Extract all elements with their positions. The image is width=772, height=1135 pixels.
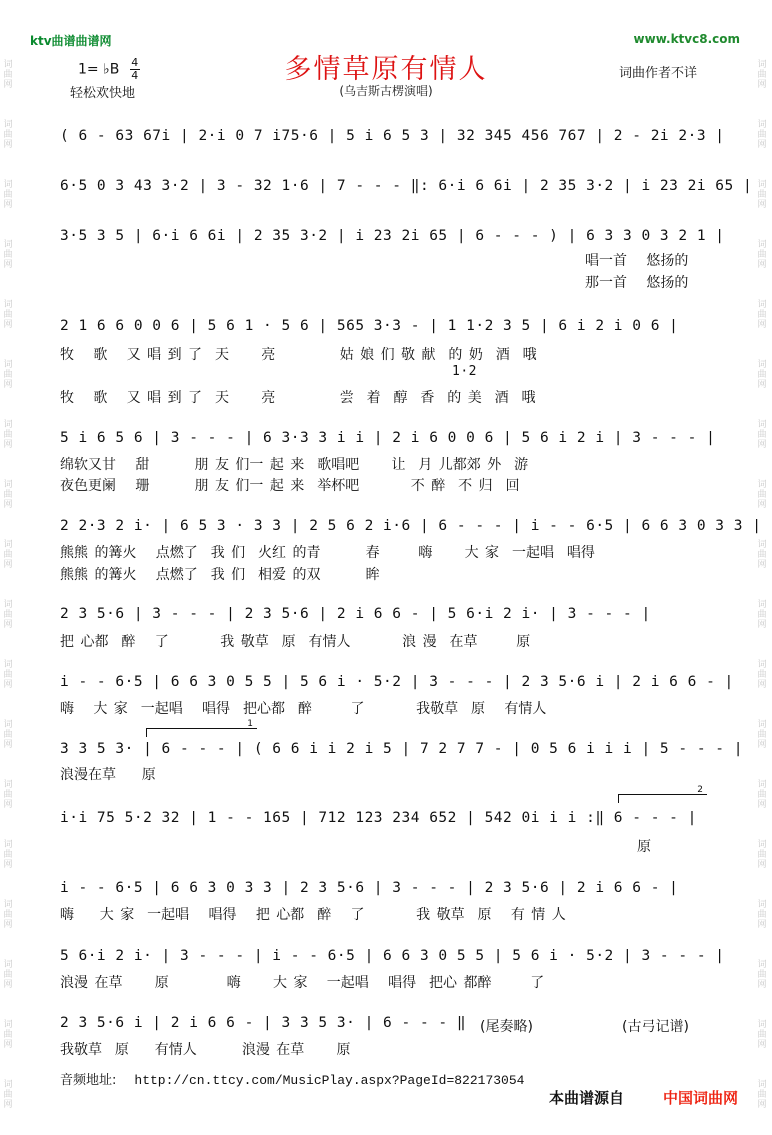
lyrics-line-4b: 牧 歌 又 唱 到 了 天 亮 尝 着 醇 香 的 美 酒 哦 [60, 390, 536, 406]
singer-credit: (乌吉斯古楞演唱) [339, 84, 433, 98]
watermark-text: 词曲网 [757, 180, 767, 210]
lyrics-line-6b: 熊熊 的篝火 点燃了 我 们 相爱 的双 眸 [60, 567, 380, 583]
watermark-text: 词曲网 [757, 900, 767, 930]
score-line-9: 3 3 5 3· | 6 - - - | ( 6 6 i i 2 i 5 | 7 2 7 7 - | 0 5 6 i i i | 5 - - - | [60, 741, 744, 757]
watermark-text: 词曲网 [757, 360, 767, 390]
watermark-text: 词曲网 [757, 1020, 767, 1050]
score-line-11: i - - 6·5 | 6 6 3 0 3 3 | 2 3 5·6 | 3 - - - | 2 3 5·6 | 2 i 6 6 - | [60, 880, 679, 896]
key-signature [78, 58, 140, 81]
score-line-7: 2 3 5·6 | 3 - - - | 2 3 5·6 | 2 i 6 6 - | 5 6·i 2 i· | 3 - - - | [60, 606, 651, 622]
score-line-3: 3·5 3 5 | 6·i 6 6i | 2 35 3·2 | i 23 2i 65 | 6 - - - ) | 6 3 3 0 3 2 1 | [60, 228, 725, 244]
composer-credit: 词曲作者不详 [618, 66, 697, 81]
lyrics-line-10: 原 [637, 839, 651, 855]
site-url-right[interactable]: www.ktvc8.com [633, 32, 740, 46]
lyrics-line-7: 把 心都 醉 了 我 敬草 原 有情人 浪 漫 在草 原 [60, 634, 531, 650]
time-bottom: 4 [131, 69, 139, 82]
watermark-text: 词曲网 [3, 840, 13, 870]
score-line-10: i·i 75 5·2 32 | 1 - - 165 | 712 123 234 652 | 542 0i i i :‖ 6 - - - | [60, 810, 697, 826]
site-name-left[interactable]: ktv曲谱曲谱网 [30, 34, 112, 48]
volta-bracket-2 [618, 785, 707, 803]
watermark-text: 词曲网 [3, 540, 13, 570]
watermark-text: 词曲网 [3, 180, 13, 210]
watermark-text: 词曲网 [3, 420, 13, 450]
score-line-1: ( 6 - 63 67i | 2·i 0 7 i75·6 | 5 i 6 5 3 | 32 345 456 767 | 2 - 2i 2·3 | [60, 128, 725, 144]
watermark-text: 词曲网 [757, 540, 767, 570]
tail-note: (尾奏略) [480, 1019, 533, 1035]
watermark-text: 词曲网 [757, 1080, 767, 1110]
lyrics-line-3b: 那一首 悠扬的 [585, 275, 689, 291]
audio-url-link[interactable]: http://cn.ttcy.com/MusicPlay.aspx?PageId=822173054 [134, 1073, 525, 1088]
lyrics-line-5a: 绵软又甘 甜 朋 友 们一 起 来 歌唱吧 让 月 儿都郊 外 游 [60, 457, 529, 473]
lyrics-line-8: 嗨 大 家 一起唱 唱得 把心都 醉 了 我敬草 原 有情人 [60, 701, 547, 717]
tempo-marking: 轻松欢快地 [70, 86, 136, 101]
watermark-text: 词曲网 [3, 780, 13, 810]
watermark-text: 词曲网 [757, 840, 767, 870]
time-top: 4 [131, 56, 139, 69]
lyrics-line-9: 浪漫在草 原 [60, 767, 156, 783]
lyrics-line-5b: 夜色更阑 珊 朋 友 们一 起 来 举杯吧 不 醉 不 归 回 [60, 478, 520, 494]
watermark-text: 词曲网 [3, 960, 13, 990]
volta-marker-1-2: 1·2 [452, 364, 477, 379]
watermark-text: 词曲网 [3, 600, 13, 630]
watermark-text: 词曲网 [757, 600, 767, 630]
watermark-text: 词曲网 [3, 1080, 13, 1110]
score-line-8: i - - 6·5 | 6 6 3 0 5 5 | 5 6 i · 5·2 | 3 - - - | 2 3 5·6 i | 2 i 6 6 - | [60, 674, 734, 690]
left-watermark-column [0, 0, 18, 1135]
score-line-5: 5 i 6 5 6 | 3 - - - | 6 3·3 3 i i | 2 i 6 0 0 6 | 5 6 i 2 i | 3 - - - | [60, 430, 716, 446]
lyrics-line-4a: 牧 歌 又 唱 到 了 天 亮 姑 娘 们 敬 献 的 奶 酒 哦 [60, 347, 537, 363]
lyrics-line-12: 浪漫 在草 原 嗨 大 家 一起唱 唱得 把心 都醉 了 [60, 975, 545, 991]
key-text: 1= ♭B [78, 61, 120, 78]
watermark-text: 词曲网 [3, 480, 13, 510]
watermark-text: 词曲网 [3, 120, 13, 150]
watermark-text: 词曲网 [757, 240, 767, 270]
lyrics-line-3a: 唱一首 悠扬的 [585, 253, 689, 269]
lyrics-line-11: 嗨 大 家 一起唱 唱得 把 心都 醉 了 我 敬草 原 有 情 人 [60, 907, 566, 923]
score-line-2: 6·5 0 3 43 3·2 | 3 - 32 1·6 | 7 - - - ‖: 6·i 6 6i | 2 35 3·2 | i 23 2i 65 | [60, 178, 753, 194]
audio-label: 音频地址: [60, 1073, 117, 1088]
watermark-text: 词曲网 [3, 720, 13, 750]
time-signature [130, 58, 140, 81]
watermark-text: 词曲网 [757, 960, 767, 990]
watermark-text: 词曲网 [757, 420, 767, 450]
right-watermark-column [754, 0, 772, 1135]
watermark-text: 词曲网 [3, 1020, 13, 1050]
song-title: 多情草原有情人 [284, 54, 488, 85]
watermark-text: 词曲网 [3, 900, 13, 930]
volta-2-label: 2 [697, 785, 703, 795]
score-line-12: 5 6·i 2 i· | 3 - - - | i - - 6·5 | 6 6 3 0 5 5 | 5 6 i · 5·2 | 3 - - - | [60, 948, 725, 964]
watermark-text: 词曲网 [757, 120, 767, 150]
watermark-text: 词曲网 [3, 240, 13, 270]
volta-1-label: 1 [247, 719, 253, 729]
watermark-text: 词曲网 [757, 60, 767, 90]
score-line-6: 2 2·3 2 i· | 6 5 3 · 3 3 | 2 5 6 2 i·6 | 6 - - - | i - - 6·5 | 6 6 3 0 3 3 | [60, 518, 762, 534]
score-line-4: 2 1 6 6 0 0 6 | 5 6 1 · 5 6 | 565 3·3 - | 1 1·2 3 5 | 6 i 2 i 0 6 | [60, 318, 679, 334]
score-line-13: 2 3 5·6 i | 2 i 6 6 - | 3 3 5 3· | 6 - - - ‖ [60, 1015, 467, 1031]
watermark-text: 词曲网 [3, 660, 13, 690]
brand-link[interactable]: 中国词曲网 [662, 1089, 738, 1107]
recorder-credit: (古弓记谱) [622, 1019, 689, 1035]
watermark-text: 词曲网 [757, 300, 767, 330]
watermark-text: 词曲网 [757, 780, 767, 810]
audio-address [60, 1069, 524, 1088]
watermark-text: 词曲网 [757, 660, 767, 690]
watermark-text: 词曲网 [3, 60, 13, 90]
lyrics-line-13: 我敬草 原 有情人 浪漫 在草 原 [60, 1042, 351, 1058]
volta-bracket-1 [146, 719, 257, 737]
source-label: 本曲谱源自 [548, 1089, 624, 1107]
watermark-text: 词曲网 [3, 360, 13, 390]
watermark-text: 词曲网 [757, 480, 767, 510]
watermark-text: 词曲网 [3, 300, 13, 330]
lyrics-line-6a: 熊熊 的篝火 点燃了 我 们 火红 的青 春 嗨 大 家 一起唱 唱得 [60, 545, 595, 561]
watermark-text: 词曲网 [757, 720, 767, 750]
